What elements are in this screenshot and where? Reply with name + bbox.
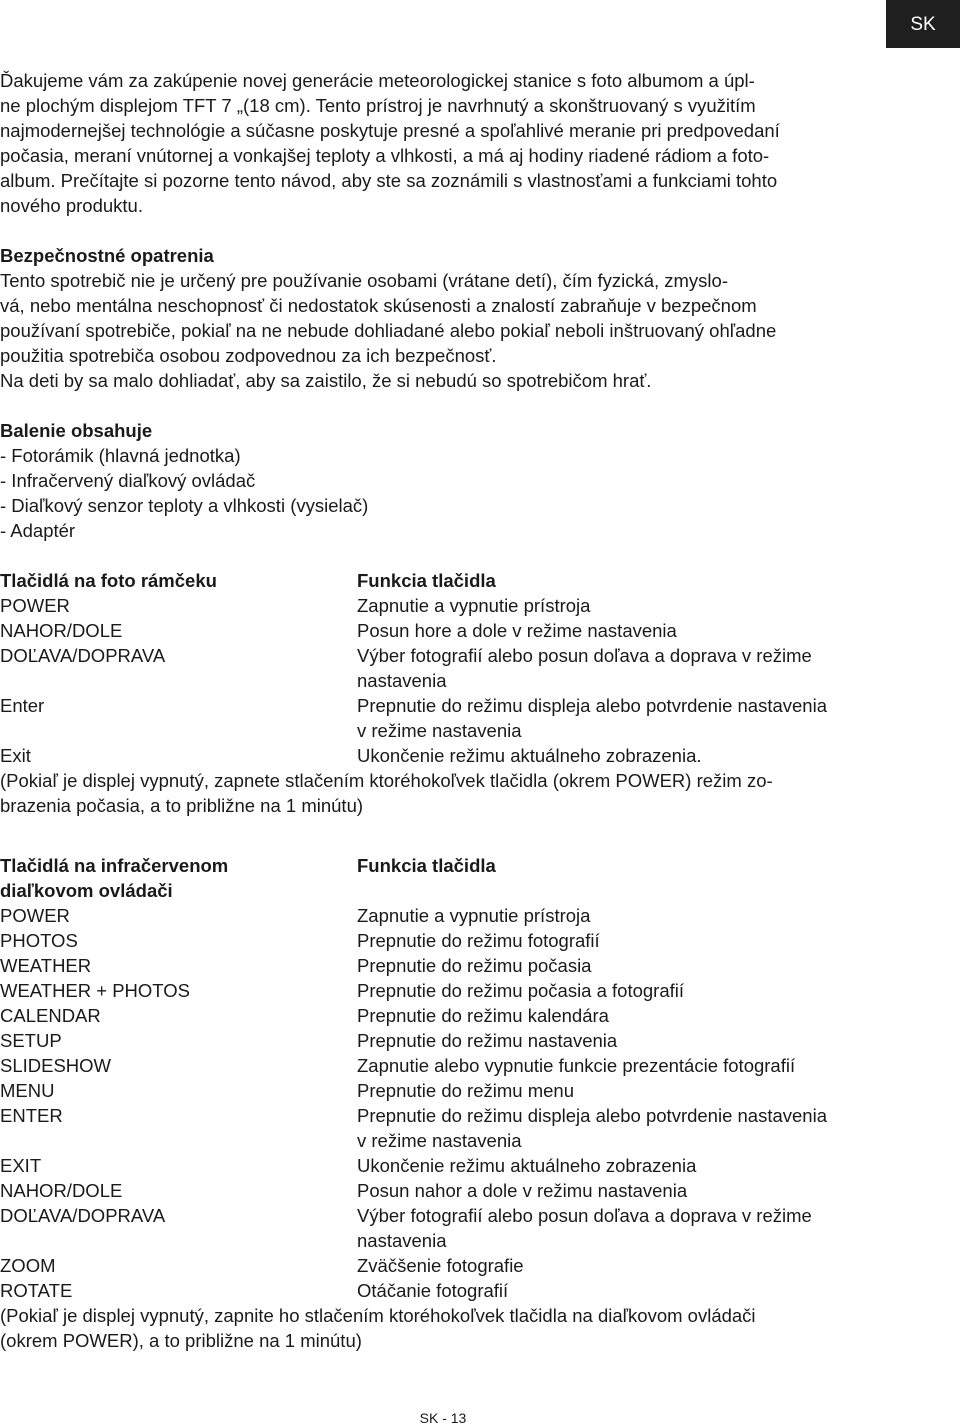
button-function: Prepnutie do režimu displeja alebo potvrdenie nastavenia v režime nastavenia bbox=[357, 1105, 827, 1151]
table-row bbox=[0, 1253, 890, 1278]
button-name: EXIT bbox=[0, 1155, 42, 1176]
button-name: DOĽAVA/DOPRAVA bbox=[0, 1205, 166, 1226]
button-function: Ukončenie režimu aktuálneho zobrazenia bbox=[357, 1155, 697, 1176]
table-row bbox=[0, 928, 890, 953]
table-row bbox=[0, 1078, 890, 1103]
safety-text: Tento spotrebič nie je určený pre používanie osobami (vrátane detí), čím fyzická, zmyslo- vá, nebo mentálna neschopnosť či nedostatok skúsenosti a znalostí zabraňuje v bezpečnom používaní spotrebiče, pokiaľ na ne nebude dohliadané alebo pokiaľ neboli inštruovaný ohľadne použitia spotrebiča osobou zodpovednou za ich bezpečnosť. Na deti by sa malo dohliadať, aby sa zaistilo, že si nebudú so spotrebičom hrať. bbox=[0, 270, 777, 391]
button-name: DOĽAVA/DOPRAVA bbox=[0, 645, 166, 666]
remote-buttons-header bbox=[0, 853, 890, 903]
safety-section bbox=[0, 243, 890, 393]
package-heading: Balenie obsahuje bbox=[0, 420, 153, 441]
button-name: CALENDAR bbox=[0, 1005, 101, 1026]
frame-buttons-note: (Pokiaľ je displej vypnutý, zapnete stlačením ktoréhokoľvek tlačidla (okrem POWER) režim zo- brazenia počasia, a to približne na 1 minútu) bbox=[0, 770, 773, 816]
table-row bbox=[0, 1203, 890, 1253]
button-function: Prepnutie do režimu počasia a fotografií bbox=[357, 980, 685, 1001]
safety-heading: Bezpečnostné opatrenia bbox=[0, 245, 214, 266]
remote-buttons-note: (Pokiaľ je displej vypnutý, zapnite ho stlačením ktoréhokoľvek tlačidla na diaľkovom ovládači (okrem POWER), a to približne na 1 minútu) bbox=[0, 1305, 756, 1351]
button-function: Prepnutie do režimu menu bbox=[357, 1080, 574, 1101]
button-function: Posun nahor a dole v režimu nastavenia bbox=[357, 1180, 688, 1201]
intro-paragraph: Ďakujeme vám za zakúpenie novej generácie meteorologickej stanice s foto albumom a úpl- ne plochým displejom TFT 7 „(18 cm). Tento prístroj je navrhnutý a skonštruovaný s využitím najmodernejšej technológie a súčasne poskytuje presné a spoľahlivé meranie pri predpovedaní počasia, meraní vnútornej a vonkajšej teploty a vlhkosti, a má aj hodiny riadené rádiom a foto- album. Prečítajte si pozorne tento návod, aby ste sa zoznámili s vlastnosťami a funkciami tohto nového produktu. bbox=[0, 70, 780, 216]
package-list bbox=[0, 443, 890, 543]
table-row bbox=[0, 1028, 890, 1053]
button-function: Výber fotografií alebo posun doľava a doprava v režime nastavenia bbox=[357, 645, 812, 691]
table-row bbox=[0, 618, 890, 643]
button-name: WEATHER bbox=[0, 955, 92, 976]
button-name: SETUP bbox=[0, 1030, 62, 1051]
table-row bbox=[0, 1178, 890, 1203]
button-name: WEATHER + PHOTOS bbox=[0, 980, 190, 1001]
table-row bbox=[0, 1003, 890, 1028]
frame-buttons-col1-title: Tlačidlá na foto rámčeku bbox=[0, 570, 217, 591]
button-name: MENU bbox=[0, 1080, 55, 1101]
table-row bbox=[0, 953, 890, 978]
table-row bbox=[0, 1053, 890, 1078]
table-row bbox=[0, 1278, 890, 1303]
button-name: POWER bbox=[0, 595, 70, 616]
button-name: POWER bbox=[0, 905, 70, 926]
button-name: PHOTOS bbox=[0, 930, 78, 951]
list-item: - Infračervený diaľkový ovládač bbox=[0, 470, 256, 491]
frame-buttons-col2-title: Funkcia tlačidla bbox=[357, 570, 496, 591]
table-row bbox=[0, 903, 890, 928]
list-item: - Diaľkový senzor teploty a vlhkosti (vysielač) bbox=[0, 495, 369, 516]
button-name: NAHOR/DOLE bbox=[0, 620, 123, 641]
button-function: Prepnutie do režimu fotografií bbox=[357, 930, 600, 951]
package-section bbox=[0, 418, 890, 543]
table-row bbox=[0, 693, 890, 743]
frame-buttons-section bbox=[0, 568, 890, 818]
button-name: NAHOR/DOLE bbox=[0, 1180, 123, 1201]
button-function: Zapnutie a vypnutie prístroja bbox=[357, 905, 591, 926]
button-name: ROTATE bbox=[0, 1280, 73, 1301]
remote-buttons-col1-title: Tlačidlá na infračervenom diaľkovom ovládači bbox=[0, 855, 229, 901]
table-row bbox=[0, 743, 890, 768]
table-row bbox=[0, 1153, 890, 1178]
button-function: Prepnutie do režimu displeja alebo potvrdenie nastavenia v režime nastavenia bbox=[357, 695, 827, 741]
button-function: Zapnutie a vypnutie prístroja bbox=[357, 595, 591, 616]
button-name: ENTER bbox=[0, 1105, 63, 1126]
button-name: Exit bbox=[0, 745, 31, 766]
page-content bbox=[0, 68, 890, 1353]
list-item: - Fotorámik (hlavná jednotka) bbox=[0, 445, 241, 466]
button-function: Zapnutie alebo vypnutie funkcie prezentácie fotografií bbox=[357, 1055, 796, 1076]
button-name: Enter bbox=[0, 695, 45, 716]
list-item: - Adaptér bbox=[0, 520, 76, 541]
button-function: Prepnutie do režimu počasia bbox=[357, 955, 592, 976]
table-row bbox=[0, 593, 890, 618]
button-function: Prepnutie do režimu nastavenia bbox=[357, 1030, 618, 1051]
table-row bbox=[0, 643, 890, 693]
button-function: Posun hore a dole v režime nastavenia bbox=[357, 620, 677, 641]
button-function: Výber fotografií alebo posun doľava a doprava v režime nastavenia bbox=[357, 1205, 812, 1251]
button-function: Zväčšenie fotografie bbox=[357, 1255, 524, 1276]
button-function: Ukončenie režimu aktuálneho zobrazenia. bbox=[357, 745, 702, 766]
remote-buttons-section bbox=[0, 853, 890, 1353]
button-function: Prepnutie do režimu kalendára bbox=[357, 1005, 609, 1026]
button-name: SLIDESHOW bbox=[0, 1055, 112, 1076]
remote-buttons-col2-title: Funkcia tlačidla bbox=[357, 855, 496, 876]
frame-buttons-header bbox=[0, 568, 890, 593]
button-function: Otáčanie fotografií bbox=[357, 1280, 509, 1301]
page-number: SK - 13 bbox=[419, 1410, 467, 1426]
table-row bbox=[0, 978, 890, 1003]
table-row bbox=[0, 1103, 890, 1153]
button-name: ZOOM bbox=[0, 1255, 56, 1276]
language-tab: SK bbox=[886, 0, 960, 48]
